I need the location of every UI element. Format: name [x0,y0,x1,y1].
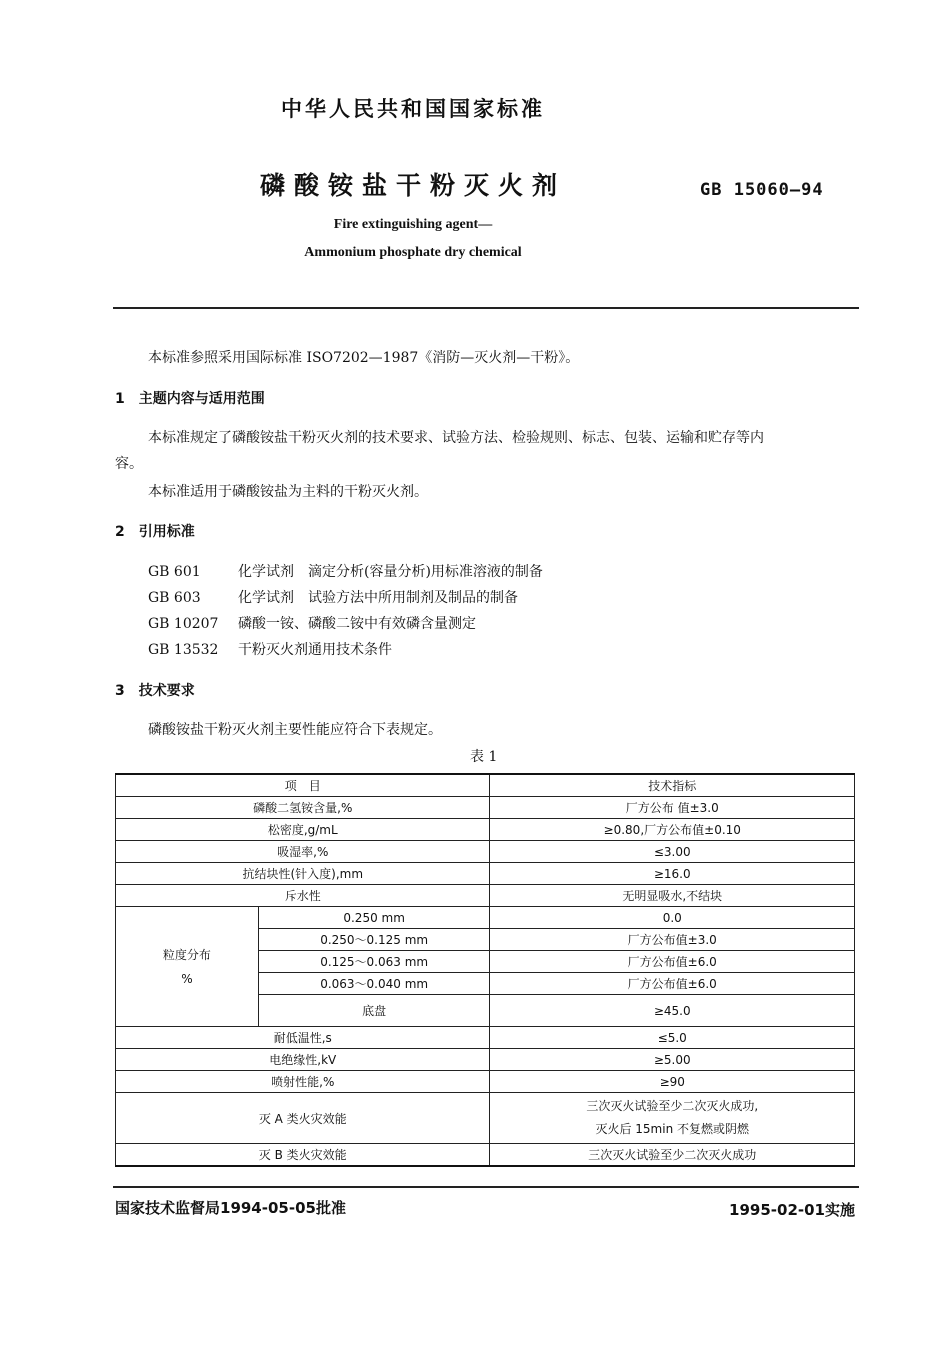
column-header-item: 项 目 [116,774,490,797]
reference-code: GB 13532 [148,642,219,658]
row-item: 灭 A 类火灾效能 [116,1093,490,1144]
standard-number: GB 15060—94 [700,180,824,200]
fire-a-spec-line-2: 灭火后 15min 不复燃或阴燃 [595,1122,749,1136]
table-row [116,1144,855,1167]
row-spec [490,1093,855,1144]
particle-size: 0.250～0.125 mm [258,929,490,951]
table-row [116,1027,855,1049]
row-spec: ≥5.00 [490,1049,855,1071]
header-divider [113,307,859,309]
reference-title: 磷酸一铵、磷酸二铵中有效磷含量测定 [238,616,476,632]
reference-title: 化学试剂 试验方法中所用制剂及制品的制备 [238,590,518,606]
particle-size: 0.250 mm [258,907,490,929]
reference-title: 化学试剂 滴定分析(容量分析)用标准溶液的制备 [238,564,543,580]
row-spec: 厂方公布值±6.0 [490,951,855,973]
intro-paragraph: 本标准参照采用国际标准 ISO7202—1987《消防—灭火剂—干粉》。 [148,350,580,366]
row-spec: ≥45.0 [490,995,855,1027]
particle-label-line-1: 粒度分布 [162,947,211,962]
row-spec: 厂方公布值±6.0 [490,973,855,995]
row-item: 松密度,g/mL [116,819,490,841]
section-3-heading: 3 技术要求 [115,683,195,699]
row-spec: ≤3.00 [490,841,855,863]
reference-code: GB 603 [148,590,201,606]
row-item: 耐低温性,s [116,1027,490,1049]
table-row [116,885,855,907]
column-header-spec: 技术指标 [490,774,855,797]
reference-code: GB 10207 [148,616,219,632]
row-spec: 三次灭火试验至少二次灭火成功 [490,1144,855,1167]
reference-code: GB 601 [148,564,201,580]
section-1-heading: 1 主题内容与适用范围 [115,391,265,407]
table-row [116,1071,855,1093]
row-item: 斥水性 [116,885,490,907]
particle-size: 0.063～0.040 mm [258,973,490,995]
approval-date: 国家技术监督局1994-05-05批准 [115,1199,346,1217]
row-item: 抗结块性(针入度),mm [116,863,490,885]
reference-item [148,562,543,582]
effective-date: 1995-02-01实施 [729,1201,855,1219]
section-2-heading: 2 引用标准 [115,524,195,540]
table-label: 表 1 [470,749,498,765]
particle-size: 0.125～0.063 mm [258,951,490,973]
english-title-line-2: Ammonium phosphate dry chemical [304,245,522,260]
row-spec: ≥90 [490,1071,855,1093]
table-row [116,841,855,863]
section-1-para-2: 本标准适用于磷酸铵盐为主料的干粉灭火剂。 [148,484,428,500]
row-item: 磷酸二氢铵含量,% [116,797,490,819]
table-row [116,907,855,929]
reference-item [148,614,476,634]
table-row [116,1093,855,1144]
table-header-row [116,774,855,797]
row-item: 吸湿率,% [116,841,490,863]
fire-a-spec-line-1: 三次灭火试验至少二次灭火成功, [586,1099,759,1113]
row-spec: ≤5.0 [490,1027,855,1049]
english-title-line-1: Fire extinguishing agent— [333,217,493,232]
spec-table [115,773,855,1167]
particle-size: 底盘 [258,995,490,1027]
section-1-para-1-line-2: 容。 [115,456,143,472]
row-item: 喷射性能,% [116,1071,490,1093]
section-1-para-1-line-1: 本标准规定了磷酸铵盐干粉灭火剂的技术要求、试验方法、检验规则、标志、包装、运输和贮存等内 [148,430,764,446]
section-3-paragraph: 磷酸铵盐干粉灭火剂主要性能应符合下表规定。 [148,722,442,738]
row-spec: 厂方公布值±3.0 [490,929,855,951]
document-title: 磷酸铵盐干粉灭火剂 [259,171,566,200]
national-standard-heading: 中华人民共和国国家标准 [281,97,545,121]
table-row [116,819,855,841]
reference-title: 干粉灭火剂通用技术条件 [238,642,392,658]
row-spec: ≥16.0 [490,863,855,885]
table-row [116,863,855,885]
row-spec: 0.0 [490,907,855,929]
row-spec: 厂方公布 值±3.0 [490,797,855,819]
particle-distribution-label [116,907,259,1027]
row-spec: 无明显吸水,不结块 [490,885,855,907]
row-item: 电绝缘性,kV [116,1049,490,1071]
reference-item [148,588,518,608]
particle-label-line-2: % [181,971,193,986]
footer-divider [113,1186,859,1188]
table-row [116,797,855,819]
reference-item [148,640,392,660]
table-row [116,1049,855,1071]
row-spec: ≥0.80,厂方公布值±0.10 [490,819,855,841]
row-item: 灭 B 类火灾效能 [116,1144,490,1167]
